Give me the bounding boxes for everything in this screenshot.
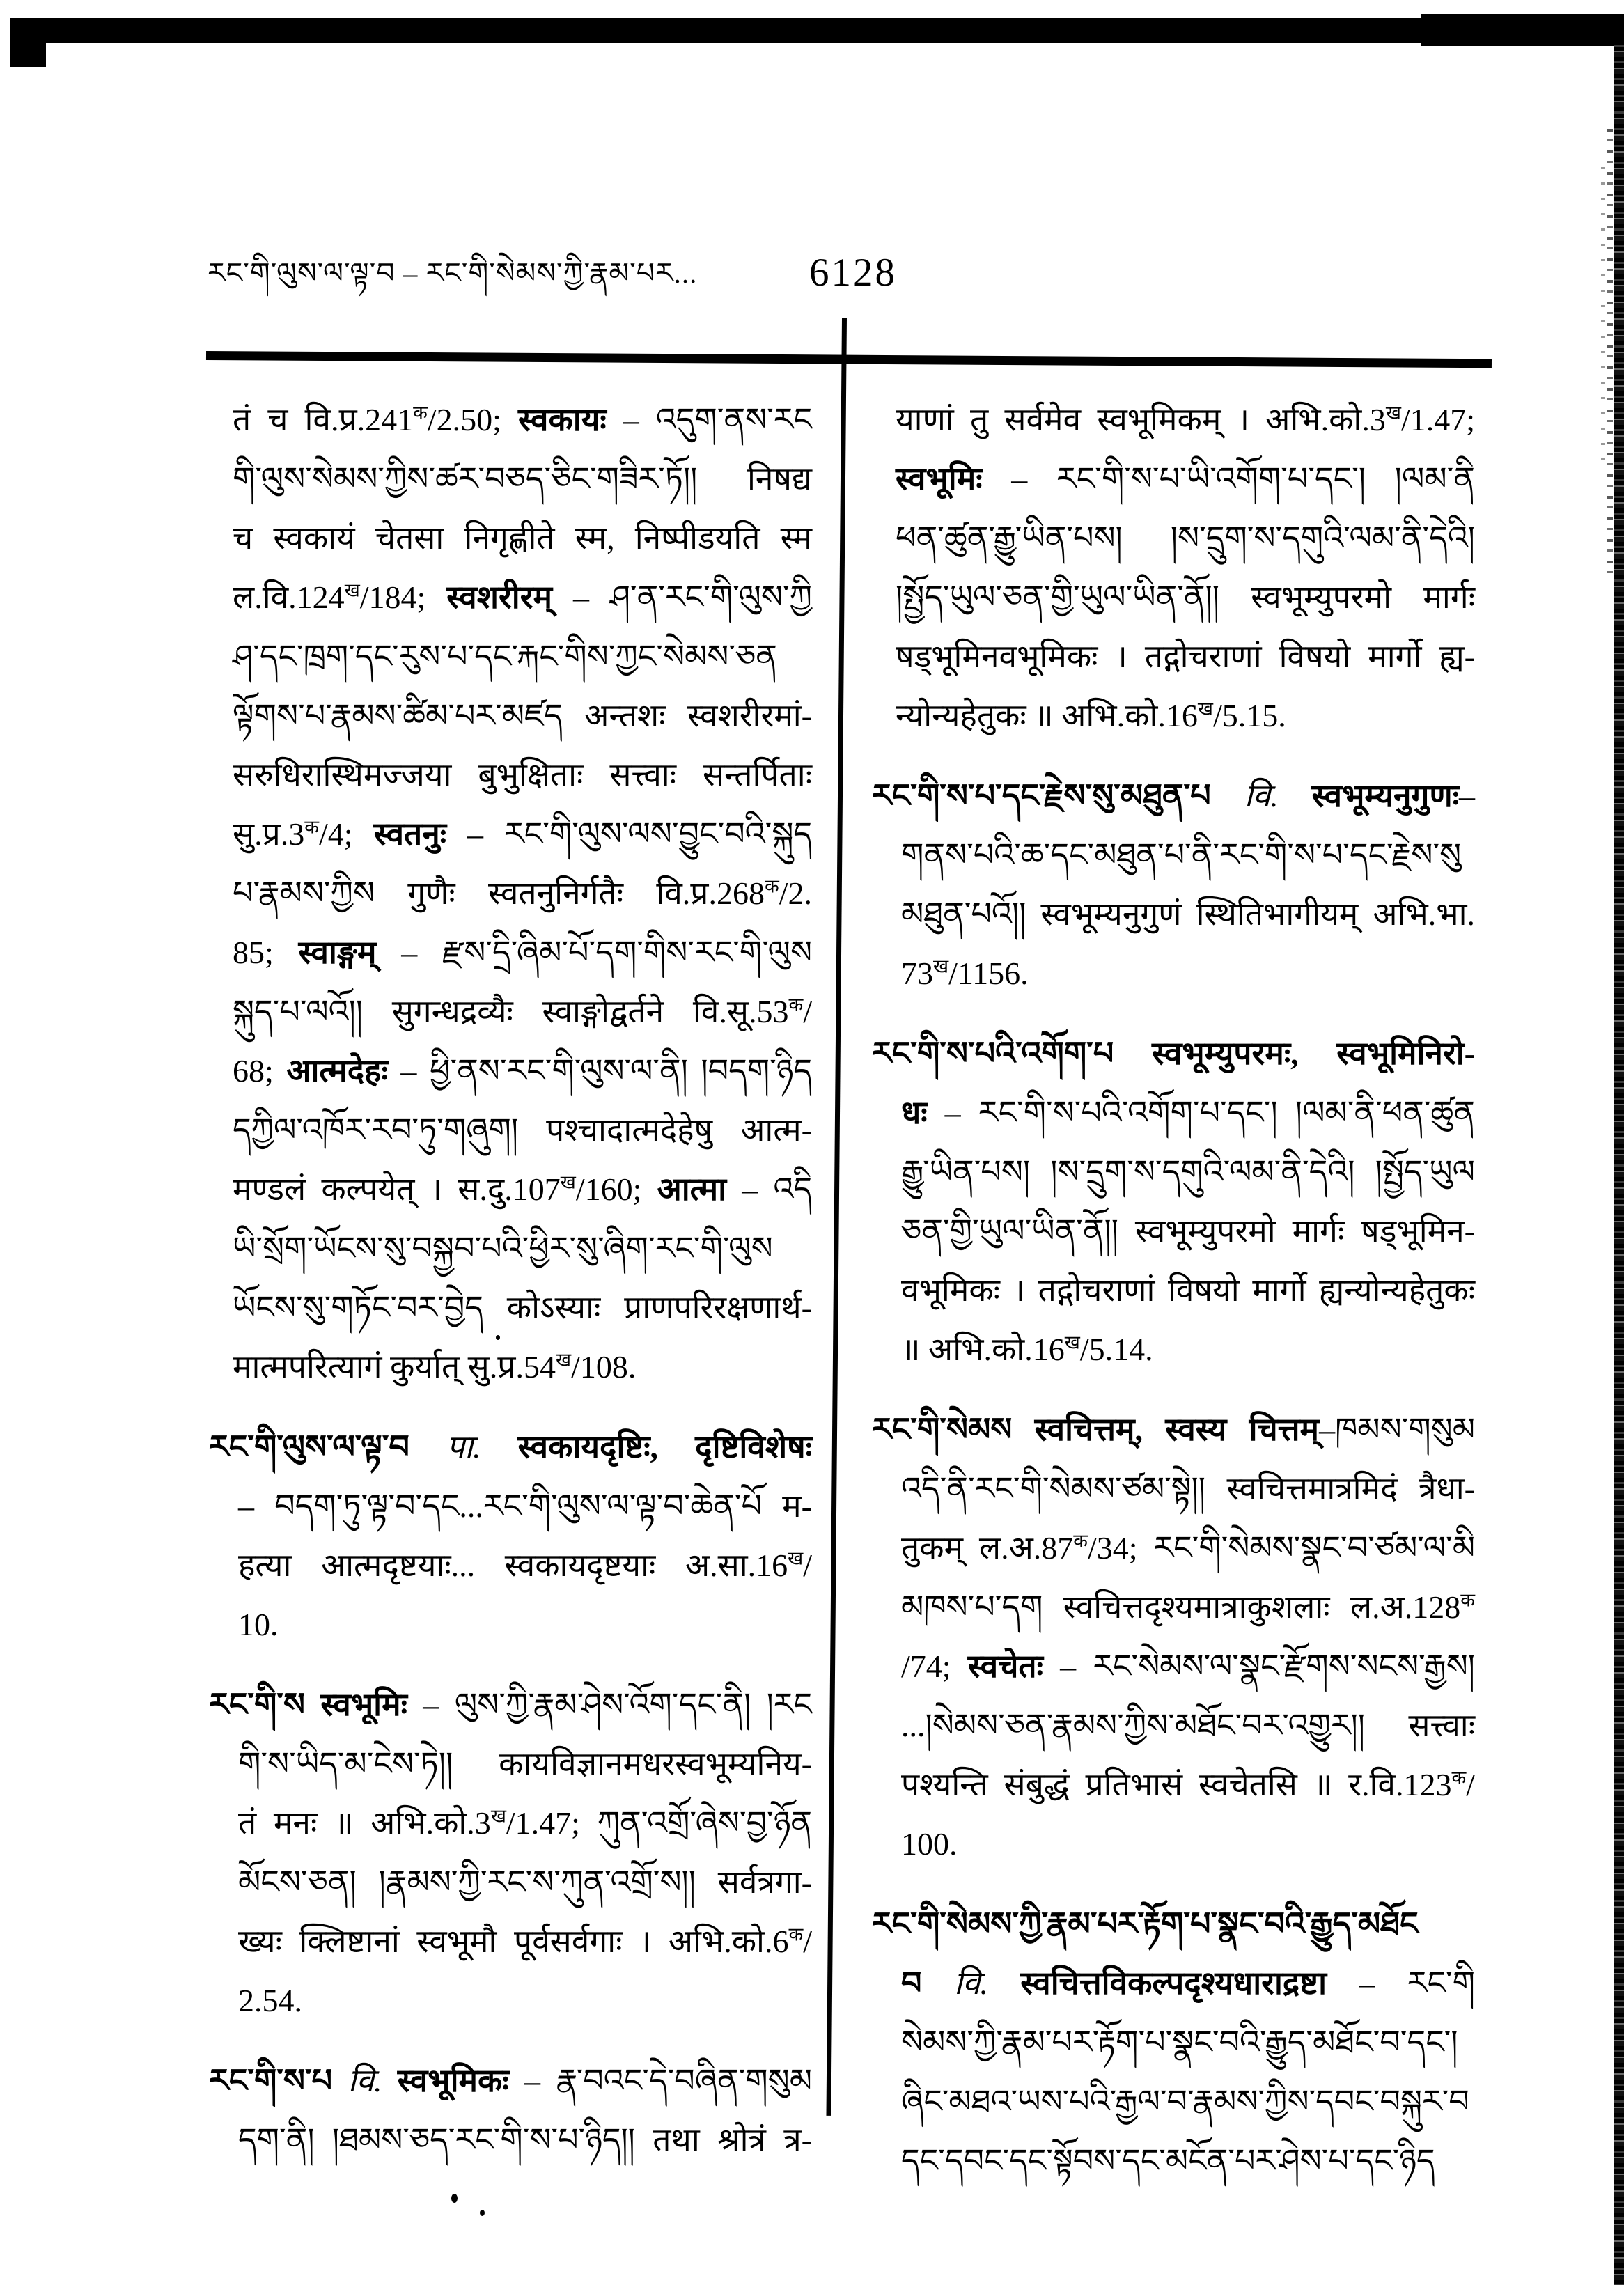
dictionary-entry [209,1419,812,1656]
text-line: ཕན་ཚུན་རྒྱུ་ཡིན་པས། །ས་དྲུག་ས་དགུའི་ལམ་ནི་དེའི། [896,520,1475,556]
text-line: याणां तु सर्वमेव स्वभूमिकम् । $अभि.को.3^ख/1.47$; [896,402,1475,437]
dictionary-entry [872,768,1475,1005]
text-line: རང་གི་ས स्वभूमिः – ལུས་ཀྱི་རྣམ་ཤེས་འོག་དང་ནི། །རང [209,1687,813,1722]
text-line: पश्यन्ति संबुद्धं प्रतिभासं स्वचेतसि ॥ $र.वि.123^क/$ [901,1767,1475,1802]
text-line: 85; स्वाङ्गम् – རྫས་དྲི་ཞིམ་པོ་དག་གིས་རང་གི་ལུས [233,935,813,970]
text-line: 10. [238,1607,279,1642]
text-line: རང་གི་ས་པའི་འགོག་པ स्वभूम्युपरमः, स्वभूमिनिरो- [872,1036,1476,1071]
entry-continuation [872,392,1475,747]
text-line: ཡོངས་སུ་གཏོང་བར་བྱེད कोऽस्याः प्राणपरिरक्षणार्थ- [233,1290,812,1325]
scan-top-bar-left-nub [10,18,46,67]
column-divider [826,318,847,2116]
text-line: षड्भूमिनवभूमिकः । तद्गोचराणां विषयो मार्गो ह्य- [896,639,1475,674]
text-line: वभूमिकः । तद्गोचराणां विषयो मार्गो ह्यन्योन्यहेतुकः [901,1272,1475,1308]
text-line: མོངས་ཅན། །རྣམས་ཀྱི་རང་ས་ཀུན་འགྲོ་ས།། सर्वत्रगा- [238,1864,812,1900]
text-line: /74; स्वचेतः – རང་སེམས་ལ་སྣང་རྫོགས་སངས་རྒྱས། [901,1648,1476,1684]
text-line: 2.54. [238,1983,302,2018]
text-line: ཞིང་མཐའ་ཡས་པའི་རྒྱལ་བ་རྣམས་ཀྱིས་དབང་བསྐུར་བ [901,2084,1469,2119]
text-line: སྐུད་པ་ལའོ།། सुगन्धद्रव्यैः स्वाङ्गोद्वर्तने $वि.सू.53^क/$ [233,994,812,1029]
text-line: རྒྱུ་ཡིན་པས། །ས་དྲུག་ས་དགུའི་ལམ་ནི་དེའི། །སྤྱོད་ཡུལ [901,1154,1475,1190]
text-line: $सु.प्र.3^क/4$; स्वतनुः – རང་གི་ལུས་ལས་བྱུང་བའི་སྐུད [233,816,813,852]
text-line: དཀྱིལ་འཁོར་རབ་ཏུ་གཞུག། पश्चादात्मदेहेषु आत्म- [233,1112,812,1148]
text-line: དང་དབང་དང་སྟོབས་དང་མངོན་པར་ཤེས་པ་དང་ཉིད [901,2143,1435,2178]
text-line: ཅན་གྱི་ཡུལ་ཡིན་ནོ།། स्वभूम्युपरमो मार्गः षड्भूमिन- [901,1213,1475,1249]
text-line: རང་གི་སེམས स्वचित्तम्, स्वस्य चित्तम्–ཁམས་གསུམ [872,1412,1476,1447]
text-line: དག་ནི། །ཐམས་ཅད་རང་གི་ས་པ་ཉིད།། तथा श्रोत्रं त्र- [238,2122,812,2158]
text-line: གི་ལུས་སེམས་ཀྱིས་ཚར་བཅད་ཅིང་གཟིར་ཏོ།། निषद्य [233,461,812,497]
text-line: धः – རང་གི་ས་པའི་འགོག་པ་དང་། །ལམ་ནི་ཕན་ཚུན [901,1095,1475,1130]
left-column [209,392,812,2192]
text-line: པ་རྣམས་ཀྱིས गुणैः स्वतनुनिर्गतैः $वि.प्र.268^क/2$. [233,875,812,911]
text-line: 68; आत्मदेहः – ཕྱི་ནས་རང་གི་ལུས་ལ་ནི། །བདག་ཉིད [233,1053,812,1089]
entry-continuation [209,392,812,1398]
text-line: स्वभूमिः – རང་གི་ས་པ་ཡི་འགོག་པ་དང་། །ལམ་ནི [896,461,1475,497]
dictionary-entry [209,1677,812,2032]
text-line: सरुधिरास्थिमज्जया बुभुक्षिताः सत्त्वाः सन्तर्पिताः [233,757,812,793]
text-line: རང་གི་ལུས་ལ་ལྟ་བ पा. स्वकायदृष्टिः, दृष्टिविशेषः [209,1429,812,1465]
scan-edge-speckle [1601,167,1605,460]
text-line: न्योन्यहेतुकः ॥ $अभि.को.16^ख/5.15$. [896,698,1286,733]
text-line: – བདག་ཏུ་ལྟ་བ་དང...རང་གི་ལུས་ལ་ལྟ་བ་ཆེན་པོ म- [238,1488,812,1524]
text-line: གནས་པའི་ཆ་དང་མཐུན་པ་ནི་རང་གི་ས་པ་དང་རྗེས་སུ [901,837,1462,873]
scan-top-bar-right [1421,14,1624,46]
text-line: འདི་ནི་རང་གི་སེམས་ཙམ་སྟེ།། स्वचित्तमात्रमिदं त्रैधा- [901,1471,1475,1506]
text-line: བ वि. स्वचित्तविकल्पदृश्यधाराद्रष्टा – རང་གི [901,1965,1476,2001]
text-line: ॥ $अभि.को.16^ख/5.14$. [901,1332,1153,1367]
text-line: གི་ས་ཡིད་མ་ངེས་ཏེ།། कायविज्ञानमधरस्वभूम्यनिय- [238,1746,812,1781]
ink-speck [480,2210,485,2216]
text-line: $ल.वि.124^ख/184$; स्वशरीरम् – ཤ་ན་རང་གི་ལུས་ཀྱི [233,579,812,615]
text-line: तं मनः ॥ $अभि.को.3^ख/1.47$; ཀུན་འགྲོ་ཞེས་བྱ་ཉོན [238,1805,812,1841]
text-line: मात्मपरित्यागं कुर्यात् $सु.प्र.54^ख/108$. [233,1349,637,1385]
dictionary-entry [872,1896,1475,2192]
scan-top-bar [10,18,1618,43]
running-head-entry-range: རང་གི་ལུས་ལ་ལྟ་བ – རང་གི་སེམས་ཀྱི་རྣམ་པར... [208,257,698,289]
ink-speck [451,2194,458,2203]
text-line: हत्या आत्मदृष्टयाः... स्वकायदृष्टयाः $अ.सा.16^ख/$ [238,1547,812,1583]
scan-edge-speckle [1607,129,1613,575]
page-number: 6128 [809,251,897,295]
dictionary-entry [872,1026,1475,1381]
text-line: ख्यः क्लिष्टानां स्वभूमौ पूर्वसर्वगाः । $अभि.को.6^क/$ [238,1924,812,1959]
text-line: མཐུན་པའོ།། स्वभूम्यनुगुणं स्थितिभागीयम् अभि.भा. [901,896,1475,932]
text-line: तुकम् $ल.अ.87^क/34$; རང་གི་སེམས་སྣང་བ་ཙམ་ལ་མི [901,1530,1475,1566]
text-line: སེམས་ཀྱི་རྣམ་པར་རྟོག་པ་སྣང་བའི་རྒྱུད་མཐོང་བ་དང་། [901,2025,1458,2060]
text-line: तं च $वि.प्र.241^क/2.50$; स्वकायः – འདུག་ནས་རང [233,402,812,437]
text-line: 100. [901,1826,958,1862]
text-line: ཤ་དང་ཁྲག་དང་རུས་པ་དང་རྐང་གིས་ཀྱང་སེམས་ཅན [233,639,777,674]
text-line: ལྟོགས་པ་རྣམས་ཚིམ་པར་མཛད अन्तशः स्वशरीरमां- [233,698,812,733]
text-line: मण्डलं कल्पयेत् । $स.दु.107^ख/160$; आत्मा – འདི [233,1171,813,1207]
right-column [872,392,1475,2213]
scan-edge-noise [1614,40,1624,2285]
dictionary-entry [872,1402,1475,1875]
text-line: རང་གི་ས་པ वि. स्वभूमिकः – རྣ་བའང་དེ་བཞིན་གསུམ [209,2063,813,2098]
text-line: च स्वकायं चेतसा निगृह्णीते स्म, निष्पीडयति स्म [233,520,812,556]
text-line: ཡི་སྲོག་ཡོངས་སུ་བསྐྱབ་པའི་ཕྱིར་སུ་ཞིག་རང་གི་ལུས [233,1231,773,1266]
text-line: མཁས་པ་དག स्वचित्तदृश्यमात्राकुशलाः $ल.अ.128^क$ [901,1589,1475,1625]
header-rule [206,351,1492,368]
text-line: རང་གི་སེམས་ཀྱི་རྣམ་པར་རྟོག་པ་སྣང་བའི་རྒྱུད་མཐོང [872,1906,1419,1942]
text-line: $73^ख/1156$. [901,956,1029,991]
text-line: རང་གི་ས་པ་དང་རྗེས་སུ་མཐུན་པ वि. स्वभूम्यनुगुणः– [872,778,1476,813]
dictionary-entry [209,2053,812,2171]
text-line: །སྤྱོད་ཡུལ་ཅན་གྱི་ཡུལ་ཡིན་ནོ།། स्वभूम्युपरमो मार्गः [896,579,1475,615]
text-line: ...།སེམས་ཅན་རྣམས་ཀྱིས་མཐོང་བར་འགྱུར།། सत्त्वाः [901,1708,1475,1743]
